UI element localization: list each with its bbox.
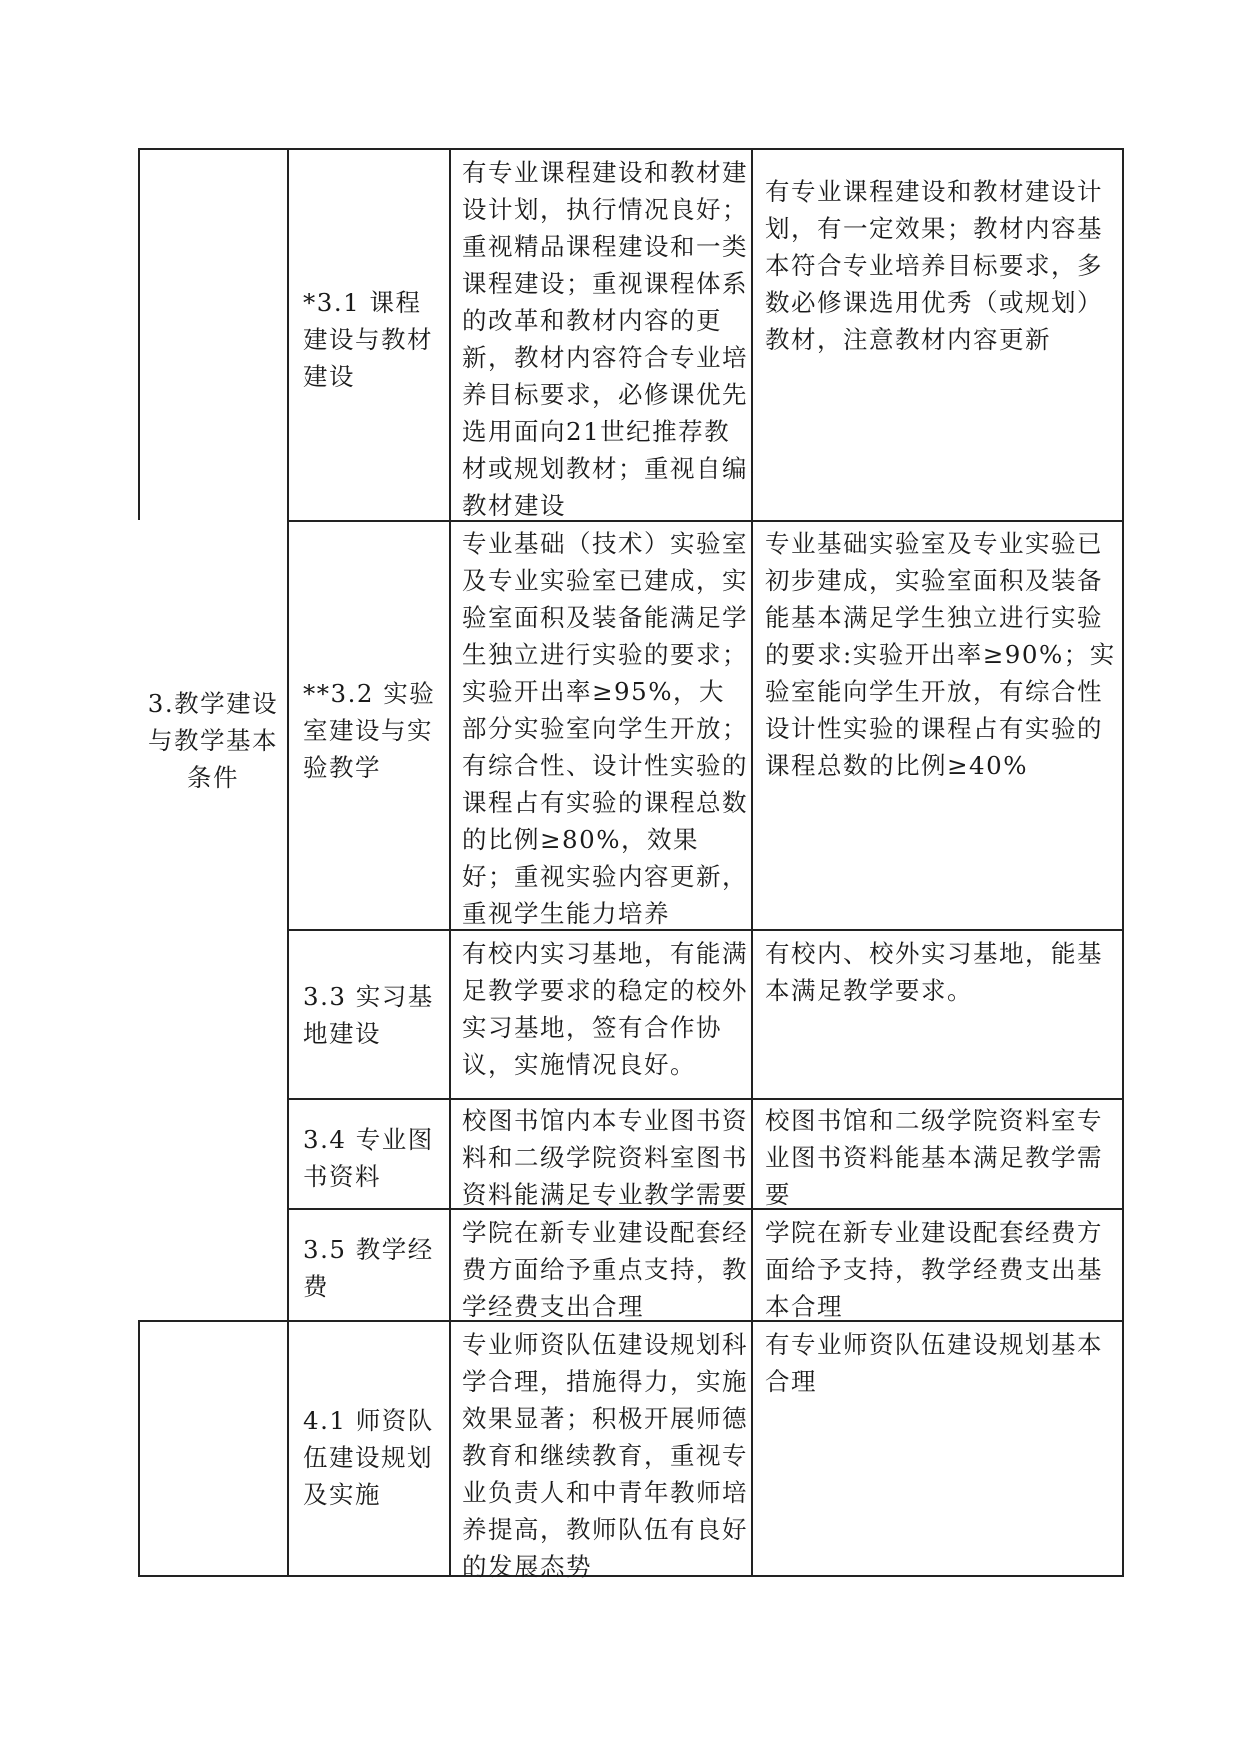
grid-line [449, 148, 451, 1577]
item-cell: 3.4 专业图书资料 [303, 1125, 434, 1191]
standard-c-cell: 有校内、校外实习基地，能基本满足教学要求。 [765, 939, 1103, 1005]
grid-line [138, 148, 1124, 150]
standard-a-cell: 学院在新专业建设配套经费方面给予重点支持，教学经费支出合理 [462, 1218, 748, 1321]
standard-a-cell: 校图书馆内本专业图书资料和二级学院资料室图书资料能满足专业教学需要 [462, 1106, 748, 1209]
item-cell: 4.1 师资队伍建设规划及实施 [303, 1406, 434, 1509]
standard-a-cell: 有专业课程建设和教材建设计划，执行情况良好；重视精品课程建设和一类课程建设；重视课程体系的改革和教材内容的更新，教材内容符合专业培养目标要求，必修课优先选用面向21世纪推荐教材或规划教材；重视自编教材建设 [462, 158, 748, 520]
standard-a-cell: 专业师资队伍建设规划科学合理，措施得力，实施效果显著；积极开展师德教育和继续教育，重视专业负责人和中青年教师培养提高，教师队伍有良好的发展态势 [462, 1330, 748, 1581]
standard-c-cell: 有专业师资队伍建设规划基本合理 [765, 1330, 1103, 1396]
item-cell: *3.1 课程建设与教材建设 [303, 288, 433, 391]
standard-c-cell: 校图书馆和二级学院资料室专业图书资料能基本满足教学需要 [765, 1106, 1103, 1209]
standard-a-cell: 专业基础（技术）实验室及专业实验室已建成，实验室面积及装备能满足学生独立进行实验的要求；实验开出率≥95%，大部分实验室向学生开放；有综合性、设计性实验的课程占有实验的课程总数的比例≥80%，效果好；重视实验内容更新，重视学生能力培养 [462, 529, 748, 928]
category-cell: 3.教学建设与教学基本条件 [147, 689, 279, 792]
standard-c-cell: 专业基础实验室及专业实验已初步建成，实验室面积及装备能基本满足学生独立进行实验的要求:实验开出率≥90%；实验室能向学生开放，有综合性设计性实验的课程占有实验的课程总数的比例≥40% [765, 529, 1116, 780]
item-cell: **3.2 实验室建设与实验教学 [303, 679, 436, 782]
grid-line [1122, 148, 1124, 1577]
standard-c-cell: 有专业课程建设和教材建设计划，有一定效果；教材内容基本符合专业培养目标要求，多数必修课选用优秀（或规划）教材，注意教材内容更新 [765, 177, 1103, 354]
item-cell: 3.5 教学经费 [303, 1235, 434, 1301]
standard-c-cell: 学院在新专业建设配套经费方面给予支持，教学经费支出基本合理 [765, 1218, 1103, 1321]
grid-line [138, 148, 140, 520]
item-cell: 3.3 实习基地建设 [303, 982, 434, 1048]
grid-line [287, 1098, 1124, 1100]
grid-line [287, 148, 289, 1577]
grid-line [751, 148, 753, 1577]
grid-line [138, 1320, 140, 1577]
standard-a-cell: 有校内实习基地，有能满足教学要求的稳定的校外实习基地，签有合作协议，实施情况良好。 [462, 939, 748, 1079]
